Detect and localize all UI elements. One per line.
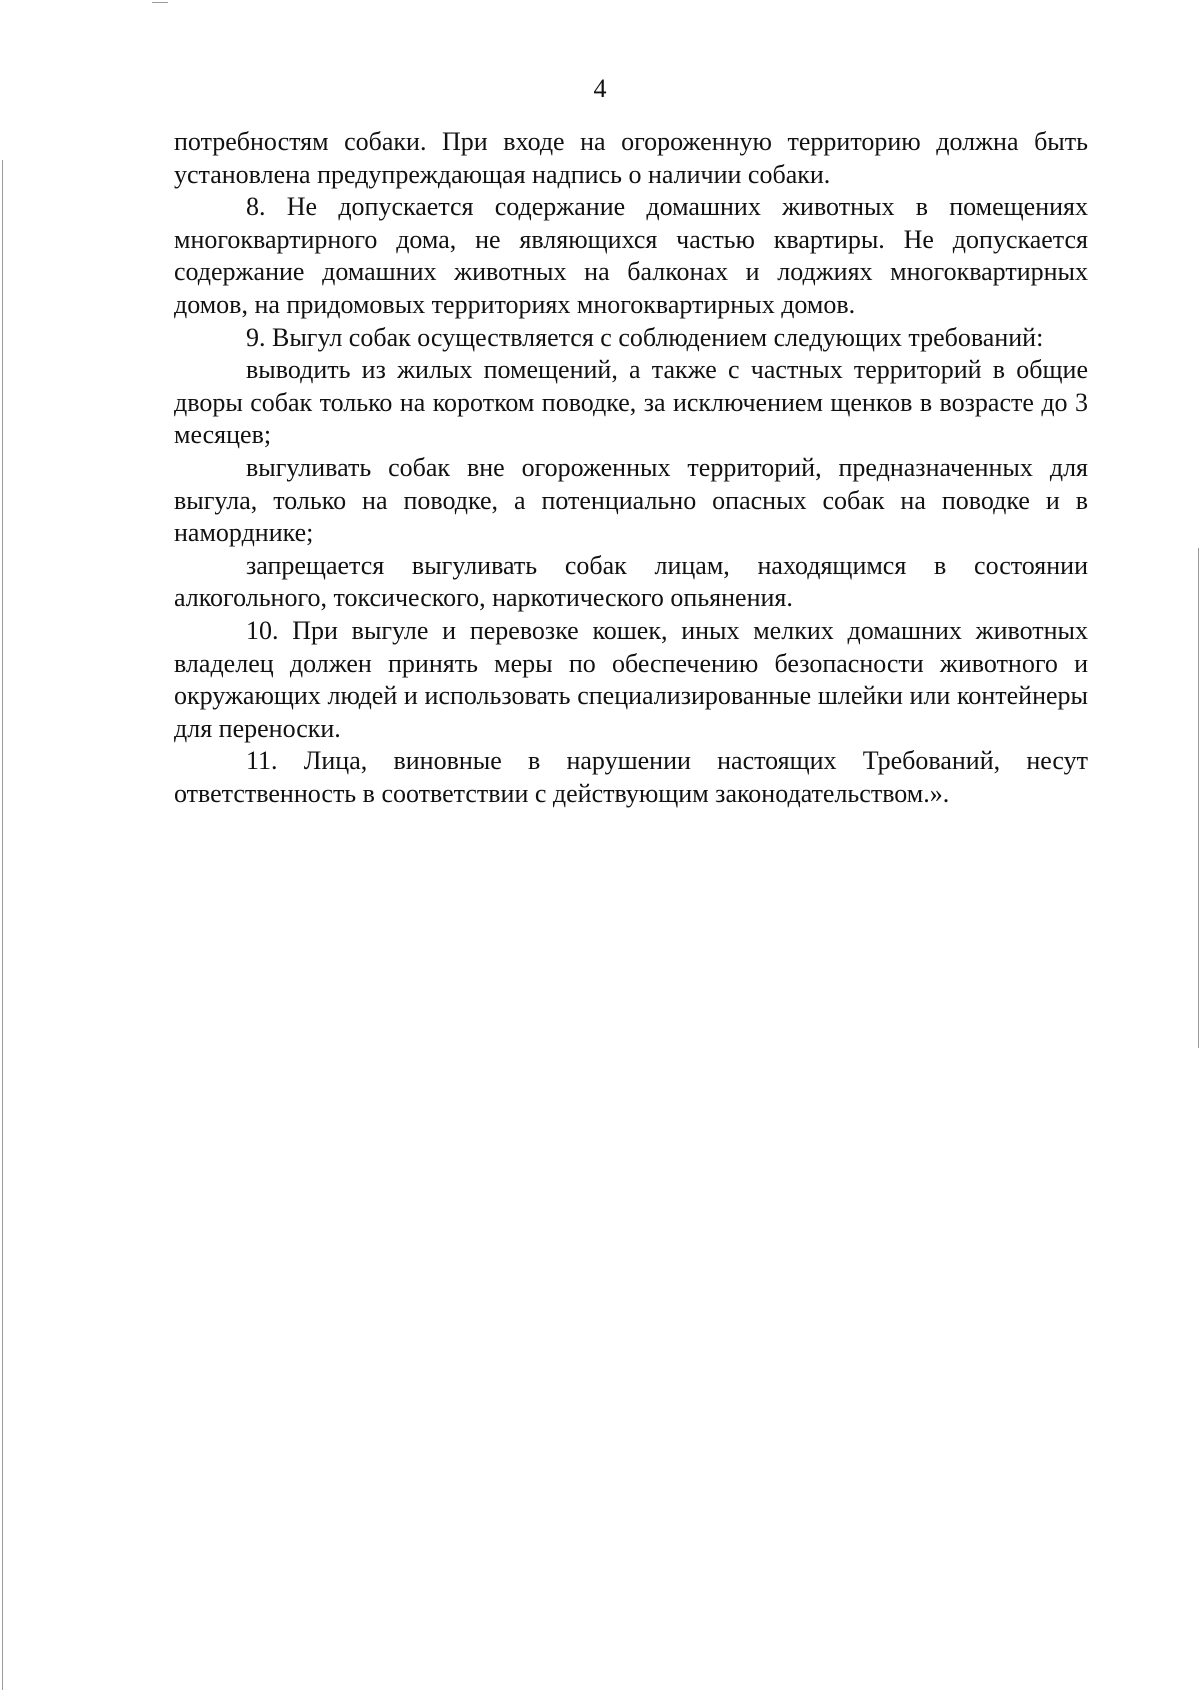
paragraph-item-9: 9. Выгул собак осуществляется с соблюдением следующих требований: xyxy=(246,322,1044,352)
page-number: 4 xyxy=(593,74,607,103)
scan-edge-right xyxy=(1198,548,1199,1048)
document-body xyxy=(174,126,1088,810)
scan-edge-top xyxy=(152,2,168,3)
paragraph-continuation: потребностям собаки. При входе на огороженную территорию должна быть установлена предупреждающая надпись о наличии собаки. xyxy=(174,127,1088,189)
scan-edge-left xyxy=(2,160,3,1690)
paragraph-item-11: 11. Лица, виновные в нарушении настоящих Требований, несут ответственность в соответствии с действующим законодательством.». xyxy=(174,746,1088,808)
paragraph-requirement-leash: выводить из жилых помещений, а также с частных территорий в общие дворы собак только на коротком поводке, за исключением щенков в возрасте до 3 месяцев; xyxy=(174,355,1088,450)
paragraph-requirement-muzzle: выгуливать собак вне огороженных территорий, предназначенных для выгула, только на поводке, а потенциально опасных собак на поводке и в наморднике; xyxy=(174,452,1088,548)
paragraph-item-8: 8. Не допускается содержание домашних животных в помещениях многоквартирного дома, не являющихся частью квартиры. Не допускается содержание домашних животных на балконах и лоджиях многоквартирных домов, на придомовых территориях многоквартирных домов. xyxy=(174,192,1088,319)
paragraph-requirement-intoxication: запрещается выгуливать собак лицам, находящимся в состоянии алкогольного, токсического, наркотического опьянения. xyxy=(174,550,1088,613)
paragraph-item-10: 10. При выгуле и перевозке кошек, иных мелких домашних животных владелец должен принять меры по обеспечению безопасности животного и окружающих людей и использовать специализированные шлейки или контейнеры для переноски. xyxy=(174,615,1088,743)
